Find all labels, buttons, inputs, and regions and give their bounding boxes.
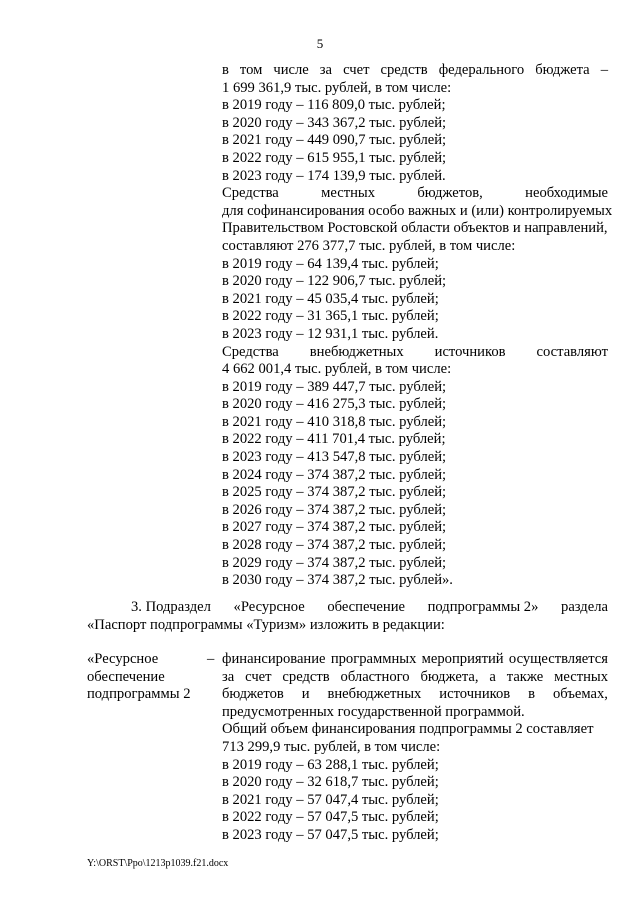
word: за — [319, 62, 333, 78]
text-line: в 2022 году – 411 701,4 тыс. рублей; — [222, 431, 446, 448]
text-line: в 2023 году – 12 931,1 тыс. рублей. — [222, 325, 439, 342]
text-line: в 2029 году – 374 387,2 тыс. рублей; — [222, 554, 447, 571]
word: Средства — [222, 343, 279, 360]
text-line: в 2020 году – 416 275,3 тыс. рублей; — [222, 396, 447, 413]
text-line: в 2022 году – 57 047,5 тыс. рублей; — [222, 809, 439, 826]
text-line: для софинансирования особо важных и (или) контролируемых — [222, 202, 613, 219]
word: бюджетов — [222, 686, 284, 703]
word: числе — [273, 62, 309, 78]
word: внебюджетных — [309, 343, 404, 360]
text-line: в 2020 году – 343 367,2 тыс. рублей; — [222, 114, 447, 131]
text-line: в 2020 году – 32 618,7 тыс. рублей; — [222, 774, 439, 791]
text-line: в 2023 году – 413 547,8 тыс. рублей; — [222, 449, 447, 466]
word: программных — [330, 651, 417, 667]
text-line: в 2020 году – 122 906,7 тыс. рублей; — [222, 273, 447, 290]
text-line: в 2025 году – 374 387,2 тыс. рублей; — [222, 484, 447, 501]
word: «Ресурсное — [233, 599, 305, 615]
text-line: Общий объем финансирования подпрограммы 2 составляет — [222, 721, 594, 738]
federal-intro-line — [222, 62, 608, 80]
word: в — [222, 62, 229, 78]
word: местных — [554, 668, 608, 685]
justified-line — [222, 651, 608, 669]
file-path-footer: Y:\ORST\Ppo\1213p1039.f21.docx — [87, 858, 229, 869]
word: мероприятий — [421, 651, 504, 667]
resource-content — [222, 651, 608, 845]
word: местных — [321, 185, 375, 202]
word: федерального — [438, 62, 525, 78]
word: источников — [439, 686, 511, 703]
word: внебюджетных — [327, 686, 422, 703]
word: в — [528, 686, 536, 703]
text-line: в 2026 году – 374 387,2 тыс. рублей; — [222, 501, 447, 518]
word: источников — [434, 343, 506, 360]
word: а — [489, 668, 496, 685]
text-line: в 2019 году – 116 809,0 тыс. рублей; — [222, 97, 446, 114]
text-line: предусмотренных государственной программой. — [222, 703, 525, 720]
section-3-line-1 — [87, 599, 608, 617]
word: 3. Подраздел — [131, 599, 211, 615]
text-line: в 2024 году – 374 387,2 тыс. рублей; — [222, 466, 447, 483]
text-line: в 2021 году – 45 035,4 тыс. рублей; — [222, 290, 439, 307]
label-line: подпрограммы 2 — [87, 686, 191, 703]
section-3-line-2: «Паспорт подпрограммы «Туризм» изложить в редакции: — [87, 616, 445, 633]
text-line: в 2027 году – 374 387,2 тыс. рублей; — [222, 519, 447, 536]
word: и — [301, 686, 310, 703]
word: Средства — [222, 185, 279, 202]
word: бюджета — [535, 62, 590, 78]
text-line: в 2022 году – 31 365,1 тыс. рублей; — [222, 308, 439, 325]
text-line: в 2019 году – 64 139,4 тыс. рублей; — [222, 255, 439, 272]
label-line: «Ресурсное — [87, 651, 159, 667]
local-intro-line — [222, 185, 608, 203]
word: осуществляется — [508, 651, 608, 667]
text-line: в 2019 году – 63 288,1 тыс. рублей; — [222, 756, 439, 773]
text-line: в 2019 году – 389 447,7 тыс. рублей; — [222, 378, 447, 395]
word: бюджетов, — [417, 185, 483, 202]
word: подпрограммы 2» — [427, 599, 539, 615]
text-line: Правительством Ростовской области объектов и направлений, — [222, 220, 608, 237]
justified-line — [222, 669, 608, 687]
word: средств — [282, 668, 330, 685]
text-line: в 2021 году – 57 047,4 тыс. рублей; — [222, 791, 439, 808]
word: также — [506, 668, 544, 685]
text-line: в 2023 году – 174 139,9 тыс. рублей. — [222, 167, 446, 184]
word: составляют — [536, 343, 608, 360]
section-3-paragraph — [87, 599, 608, 634]
word: за — [222, 668, 235, 685]
label-line: обеспечение — [87, 668, 165, 685]
text-line: в 2030 году – 374 387,2 тыс. рублей». — [222, 572, 453, 589]
word: обеспечение — [327, 599, 405, 615]
label-dash: – — [207, 651, 215, 667]
word: областного — [340, 668, 410, 685]
text-line: 713 299,9 тыс. рублей, в том числе: — [222, 738, 441, 755]
resource-label — [87, 651, 207, 704]
text-line: в 2023 году – 57 047,5 тыс. рублей; — [222, 826, 439, 843]
word: счет — [343, 62, 370, 78]
text-line: 1 699 361,9 тыс. рублей, в том числе: — [222, 79, 452, 96]
extra-intro-line — [222, 344, 608, 362]
justified-line — [222, 686, 608, 704]
text-line: в 2022 году – 615 955,1 тыс. рублей; — [222, 149, 447, 166]
text-line: составляют 276 377,7 тыс. рублей, в том числе: — [222, 237, 516, 254]
federal-budget-block — [222, 62, 613, 590]
word: раздела — [561, 599, 608, 615]
word: средств — [380, 62, 428, 78]
word: финансирование — [222, 651, 326, 667]
word: том — [239, 62, 263, 78]
word: – — [600, 62, 608, 78]
word: необходимые — [525, 185, 608, 202]
word: бюджета, — [420, 668, 479, 685]
text-line: в 2021 году – 449 090,7 тыс. рублей; — [222, 132, 447, 149]
word: счет — [245, 668, 272, 685]
word: объемах, — [553, 686, 608, 703]
text-line: в 2021 году – 410 318,8 тыс. рублей; — [222, 413, 447, 430]
text-line: в 2028 году – 374 387,2 тыс. рублей; — [222, 537, 447, 554]
text-line: 4 662 001,4 тыс. рублей, в том числе: — [222, 361, 452, 378]
page-number: 5 — [316, 36, 324, 51]
